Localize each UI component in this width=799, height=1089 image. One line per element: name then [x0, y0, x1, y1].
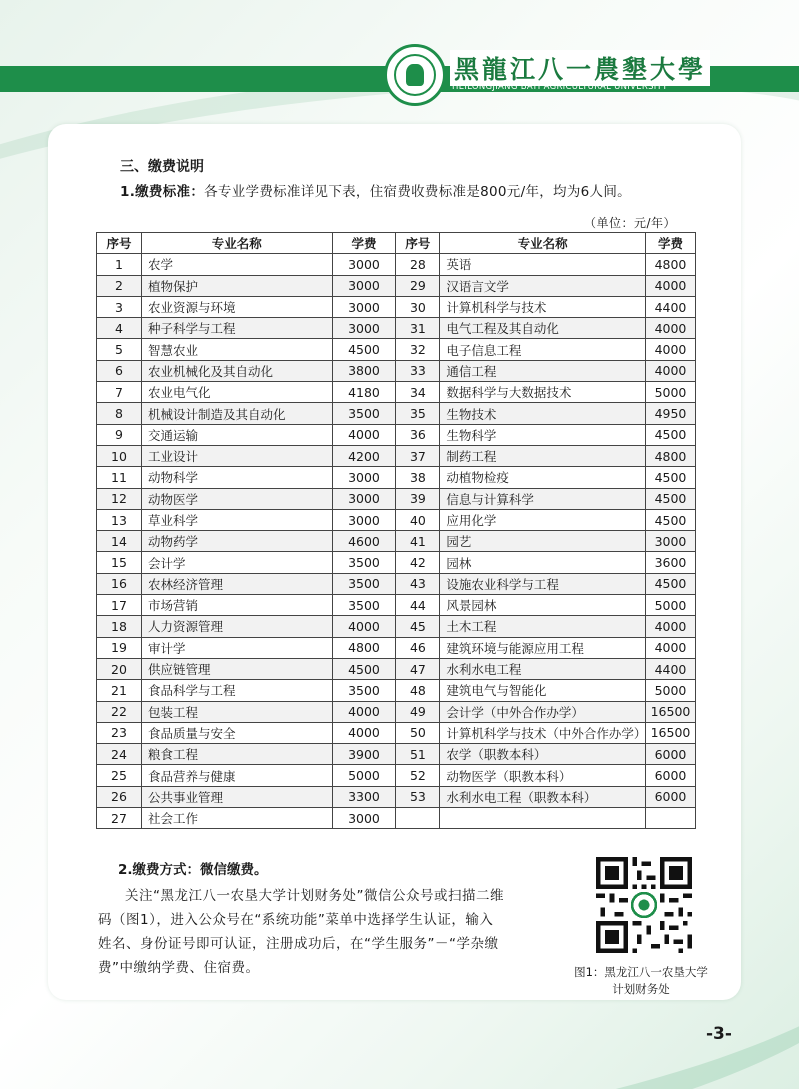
major-cell: 农林经济管理 — [141, 573, 332, 594]
major-cell: 农业电气化 — [141, 382, 332, 403]
fee-cell: 4600 — [332, 531, 396, 552]
seq-cell: 1 — [97, 254, 142, 275]
major-cell: 会计学 — [141, 552, 332, 573]
tuition-table — [96, 232, 696, 829]
major-cell: 人力资源管理 — [141, 616, 332, 637]
major-cell: 汉语言文学 — [440, 275, 646, 296]
fee-cell: 3000 — [332, 275, 396, 296]
seq-cell: 6 — [97, 360, 142, 381]
major-cell: 农业资源与环境 — [141, 296, 332, 317]
fee-cell: 5000 — [332, 765, 396, 786]
table-row — [97, 616, 696, 637]
major-cell: 食品科学与工程 — [141, 680, 332, 701]
fee-cell: 4800 — [332, 637, 396, 658]
major-cell: 信息与计算科学 — [440, 488, 646, 509]
major-cell: 供应链管理 — [141, 658, 332, 679]
table-row — [97, 424, 696, 445]
table-row — [97, 744, 696, 765]
fee-cell: 4500 — [645, 509, 695, 530]
major-cell: 英语 — [440, 254, 646, 275]
major-cell: 动物科学 — [141, 467, 332, 488]
table-row — [97, 296, 696, 317]
seq-cell: 26 — [97, 786, 142, 807]
wechat-qr-code[interactable] — [596, 857, 692, 953]
table-row — [97, 701, 696, 722]
seq-cell: 34 — [396, 382, 440, 403]
seq-cell: 3 — [97, 296, 142, 317]
table-row — [97, 275, 696, 296]
fee-cell: 4000 — [645, 339, 695, 360]
seq-cell: 42 — [396, 552, 440, 573]
fee-cell: 6000 — [645, 786, 695, 807]
major-cell: 动植物检疫 — [440, 467, 646, 488]
fee-cell: 3800 — [332, 360, 396, 381]
table-row — [97, 637, 696, 658]
seq-cell: 5 — [97, 339, 142, 360]
major-cell: 农业机械化及其自动化 — [141, 360, 332, 381]
major-cell: 电子信息工程 — [440, 339, 646, 360]
seq-cell: 29 — [396, 275, 440, 296]
major-cell: 植物保护 — [141, 275, 332, 296]
fee-standard-line — [120, 180, 631, 200]
table-row — [97, 531, 696, 552]
table-row — [97, 382, 696, 403]
seq-cell: 36 — [396, 424, 440, 445]
major-cell: 粮食工程 — [141, 744, 332, 765]
fee-cell: 4000 — [645, 275, 695, 296]
major-cell: 建筑环境与能源应用工程 — [440, 637, 646, 658]
fee-cell: 4500 — [332, 658, 396, 679]
major-cell: 食品营养与健康 — [141, 765, 332, 786]
major-cell: 农学（职教本科） — [440, 744, 646, 765]
table-row — [97, 552, 696, 573]
fee-cell: 4000 — [645, 318, 695, 339]
column-header: 学费 — [332, 233, 396, 254]
fee-cell: 5000 — [645, 595, 695, 616]
seq-cell: 8 — [97, 403, 142, 424]
seq-cell: 35 — [396, 403, 440, 424]
payment-line: 关注“黑龙江八一农垦大学计划财务处”微信公众号或扫描二维 — [125, 888, 504, 904]
fee-standard-text: 各专业学费标准详见下表，住宿费收费标准是800元/年，均为6人间。 — [204, 184, 631, 200]
column-header: 专业名称 — [141, 233, 332, 254]
column-header: 专业名称 — [440, 233, 646, 254]
major-cell: 土木工程 — [440, 616, 646, 637]
seq-cell: 17 — [97, 595, 142, 616]
fee-cell: 3000 — [332, 509, 396, 530]
major-cell: 计算机科学与技术 — [440, 296, 646, 317]
table-row — [97, 339, 696, 360]
fee-cell: 3000 — [645, 531, 695, 552]
seq-cell: 27 — [97, 808, 142, 829]
major-cell: 建筑电气与智能化 — [440, 680, 646, 701]
fee-cell: 3900 — [332, 744, 396, 765]
fee-cell: 4500 — [645, 424, 695, 445]
fee-cell: 3000 — [332, 296, 396, 317]
major-cell: 社会工作 — [141, 808, 332, 829]
fee-cell: 4400 — [645, 296, 695, 317]
seq-cell: 20 — [97, 658, 142, 679]
major-cell: 会计学（中外合作办学） — [440, 701, 646, 722]
seq-cell: 33 — [396, 360, 440, 381]
seq-cell: 48 — [396, 680, 440, 701]
major-cell: 包装工程 — [141, 701, 332, 722]
table-row — [97, 318, 696, 339]
seq-cell: 28 — [396, 254, 440, 275]
major-cell: 园林 — [440, 552, 646, 573]
fee-cell: 4500 — [645, 467, 695, 488]
unit-note: （单位：元/年） — [584, 216, 677, 230]
table-row — [97, 808, 696, 829]
fee-cell: 4500 — [332, 339, 396, 360]
major-cell: 生物技术 — [440, 403, 646, 424]
fee-cell: 3500 — [332, 680, 396, 701]
table-row — [97, 595, 696, 616]
fee-cell: 3000 — [332, 318, 396, 339]
column-header: 序号 — [396, 233, 440, 254]
major-cell: 市场营销 — [141, 595, 332, 616]
fee-cell: 6000 — [645, 744, 695, 765]
seq-cell: 11 — [97, 467, 142, 488]
seq-cell: 4 — [97, 318, 142, 339]
seq-cell: 13 — [97, 509, 142, 530]
table-row — [97, 765, 696, 786]
major-cell: 食品质量与安全 — [141, 722, 332, 743]
qr-caption — [566, 964, 716, 998]
section-title: 三、缴费说明 — [120, 159, 204, 175]
seq-cell: 45 — [396, 616, 440, 637]
fee-cell: 5000 — [645, 680, 695, 701]
seq-cell: 23 — [97, 722, 142, 743]
table-row — [97, 786, 696, 807]
table-row — [97, 680, 696, 701]
seq-cell: 25 — [97, 765, 142, 786]
fee-cell: 4000 — [332, 701, 396, 722]
seq-cell: 52 — [396, 765, 440, 786]
fee-cell: 5000 — [645, 382, 695, 403]
table-row — [97, 360, 696, 381]
major-cell: 审计学 — [141, 637, 332, 658]
major-cell: 园艺 — [440, 531, 646, 552]
fee-standard-label: 1.缴费标准： — [120, 184, 205, 200]
seq-cell: 38 — [396, 467, 440, 488]
university-logo — [384, 44, 446, 106]
fee-cell: 4000 — [332, 722, 396, 743]
fee-cell: 4400 — [645, 658, 695, 679]
seq-cell: 43 — [396, 573, 440, 594]
major-cell: 风景园林 — [440, 595, 646, 616]
fee-cell: 4000 — [645, 360, 695, 381]
major-cell: 交通运输 — [141, 424, 332, 445]
page-number: -3- — [706, 1024, 732, 1044]
seq-cell: 44 — [396, 595, 440, 616]
logo-emblem-icon — [406, 64, 424, 86]
fee-cell: 4000 — [645, 616, 695, 637]
qr-caption-line: 图1：黑龙江八一农垦大学 — [574, 965, 708, 979]
major-cell: 农学 — [141, 254, 332, 275]
seq-cell: 41 — [396, 531, 440, 552]
table-row — [97, 488, 696, 509]
seq-cell: 14 — [97, 531, 142, 552]
payment-line: 姓名、身份证号即可认证，注册成功后，在“学生服务”－“学杂缴 — [98, 936, 499, 952]
major-cell: 动物医学 — [141, 488, 332, 509]
major-cell: 水利水电工程（职教本科） — [440, 786, 646, 807]
fee-cell: 3500 — [332, 595, 396, 616]
table-row — [97, 658, 696, 679]
seq-cell: 31 — [396, 318, 440, 339]
seq-cell: 18 — [97, 616, 142, 637]
seq-cell: 2 — [97, 275, 142, 296]
seq-cell: 39 — [396, 488, 440, 509]
fee-cell: 4800 — [645, 254, 695, 275]
major-cell: 制药工程 — [440, 445, 646, 466]
table-row — [97, 573, 696, 594]
seq-cell: 32 — [396, 339, 440, 360]
fee-cell: 3500 — [332, 403, 396, 424]
seq-cell: 22 — [97, 701, 142, 722]
major-cell: 工业设计 — [141, 445, 332, 466]
major-cell: 设施农业科学与工程 — [440, 573, 646, 594]
table-row — [97, 403, 696, 424]
seq-cell: 51 — [396, 744, 440, 765]
fee-cell: 4950 — [645, 403, 695, 424]
seq-cell: 9 — [97, 424, 142, 445]
seq-cell: 47 — [396, 658, 440, 679]
fee-cell: 6000 — [645, 765, 695, 786]
seq-cell: 15 — [97, 552, 142, 573]
major-cell: 动物医学（职教本科） — [440, 765, 646, 786]
fee-cell: 4000 — [332, 616, 396, 637]
column-header: 序号 — [97, 233, 142, 254]
fee-cell: 3300 — [332, 786, 396, 807]
qr-caption-line: 计划财务处 — [612, 982, 670, 996]
major-cell — [440, 808, 646, 829]
payment-instructions — [98, 884, 560, 980]
fee-cell: 4000 — [645, 637, 695, 658]
seq-cell: 21 — [97, 680, 142, 701]
major-cell: 公共事业管理 — [141, 786, 332, 807]
fee-cell: 3000 — [332, 254, 396, 275]
seq-cell: 16 — [97, 573, 142, 594]
fee-cell — [645, 808, 695, 829]
major-cell: 应用化学 — [440, 509, 646, 530]
seq-cell: 53 — [396, 786, 440, 807]
seq-cell: 12 — [97, 488, 142, 509]
seq-cell: 40 — [396, 509, 440, 530]
table-row — [97, 509, 696, 530]
table-row — [97, 722, 696, 743]
seq-cell: 46 — [396, 637, 440, 658]
table-row — [97, 254, 696, 275]
university-name-cn: 黑龍江八一農墾大學 — [450, 50, 710, 86]
university-name-en: HEILONGJIANG BAYI AGRICULTURAL UNIVERSITY — [452, 82, 668, 92]
fee-cell: 3000 — [332, 467, 396, 488]
major-cell: 电气工程及其自动化 — [440, 318, 646, 339]
seq-cell: 19 — [97, 637, 142, 658]
seq-cell: 10 — [97, 445, 142, 466]
seq-cell: 30 — [396, 296, 440, 317]
table-header-row — [97, 233, 696, 254]
fee-cell: 4180 — [332, 382, 396, 403]
major-cell: 智慧农业 — [141, 339, 332, 360]
major-cell: 生物科学 — [440, 424, 646, 445]
seq-cell: 49 — [396, 701, 440, 722]
major-cell: 动物药学 — [141, 531, 332, 552]
seq-cell: 24 — [97, 744, 142, 765]
fee-cell: 4500 — [645, 488, 695, 509]
fee-cell: 3000 — [332, 488, 396, 509]
table-row — [97, 445, 696, 466]
fee-cell: 3600 — [645, 552, 695, 573]
fee-cell: 4200 — [332, 445, 396, 466]
fee-cell: 4000 — [332, 424, 396, 445]
fee-cell: 3500 — [332, 573, 396, 594]
seq-cell — [396, 808, 440, 829]
seq-cell: 7 — [97, 382, 142, 403]
column-header: 学费 — [645, 233, 695, 254]
fee-cell: 3000 — [332, 808, 396, 829]
fee-cell: 4500 — [645, 573, 695, 594]
fee-cell: 16500 — [645, 701, 695, 722]
payment-line: 费”中缴纳学费、住宿费。 — [98, 960, 260, 976]
major-cell: 草业科学 — [141, 509, 332, 530]
major-cell: 种子科学与工程 — [141, 318, 332, 339]
fee-cell: 16500 — [645, 722, 695, 743]
seq-cell: 37 — [396, 445, 440, 466]
payment-line: 码（图1），进入公众号在“系统功能”菜单中选择学生认证，输入 — [98, 912, 494, 928]
major-cell: 机械设计制造及其自动化 — [141, 403, 332, 424]
fee-cell: 3500 — [332, 552, 396, 573]
logo-ring — [394, 54, 436, 96]
major-cell: 通信工程 — [440, 360, 646, 381]
fee-cell: 4800 — [645, 445, 695, 466]
major-cell: 水利水电工程 — [440, 658, 646, 679]
major-cell: 计算机科学与技术（中外合作办学） — [440, 722, 646, 743]
payment-method-title: 2.缴费方式：微信缴费。 — [118, 862, 268, 878]
seq-cell: 50 — [396, 722, 440, 743]
table-row — [97, 467, 696, 488]
major-cell: 数据科学与大数据技术 — [440, 382, 646, 403]
